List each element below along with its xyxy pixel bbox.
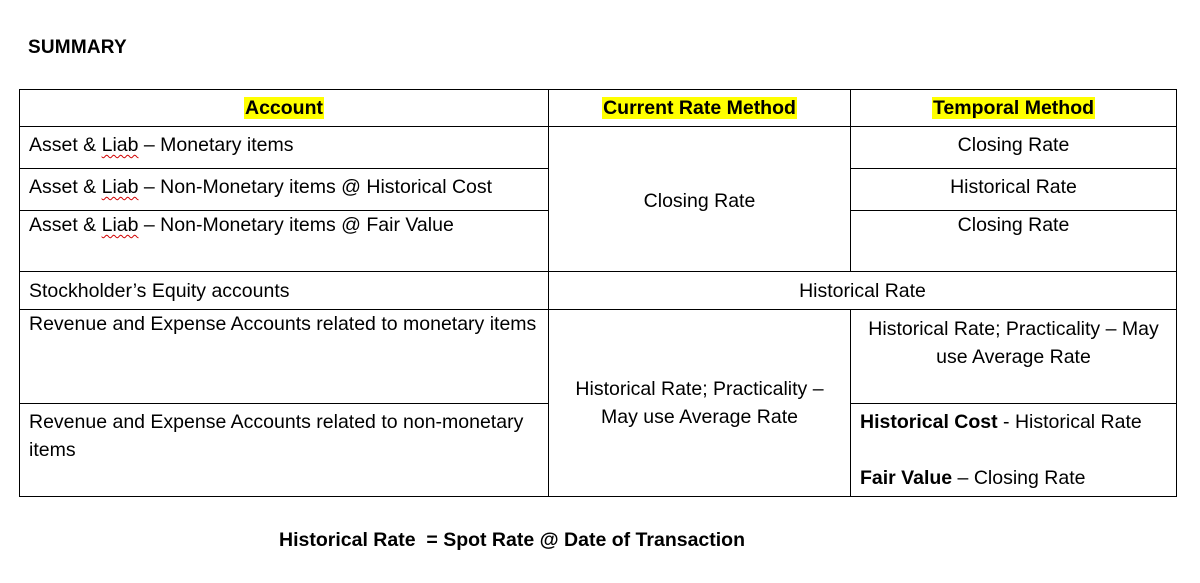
account-text: Asset &: [29, 176, 102, 198]
spellcheck-word: Liab: [101, 176, 139, 198]
account-cell-nonmonetary-fair: [20, 211, 549, 272]
temporal-cell-nonmonetary-fair: Closing Rate: [851, 211, 1177, 272]
header-account: [20, 90, 549, 127]
header-temporal-label: Temporal Method: [932, 97, 1095, 119]
equity-rate-cell: Historical Rate: [549, 272, 1177, 310]
account-cell-monetary: [20, 127, 549, 169]
current-rate-rev-exp-cell: Historical Rate; Practicality – May use Average Rate: [549, 310, 851, 497]
historical-cost-line: [860, 408, 1167, 436]
historical-cost-label: Historical Cost: [860, 411, 998, 433]
account-cell-rev-exp-nonmonetary: Revenue and Expense Accounts related to non-monetary items: [20, 404, 549, 497]
temporal-cell-monetary: Closing Rate: [851, 127, 1177, 169]
spellcheck-word: Liab: [101, 214, 139, 236]
account-cell-equity: Stockholder’s Equity accounts: [20, 272, 549, 310]
table-header-row: [20, 90, 1177, 127]
account-text: – Monetary items: [138, 134, 294, 156]
account-text: – Non-Monetary items @ Historical Cost: [138, 176, 493, 198]
header-current-rate-method: [549, 90, 851, 127]
header-account-label: Account: [245, 97, 323, 119]
summary-table: [19, 89, 1177, 497]
historical-cost-value: - Historical Rate: [997, 411, 1142, 433]
table-row: [20, 272, 1177, 310]
page-title: SUMMARY: [28, 37, 127, 58]
account-cell-nonmonetary-hist: [20, 169, 549, 211]
account-cell-rev-exp-monetary: Revenue and Expense Accounts related to monetary items: [20, 310, 549, 404]
fair-value-line: [860, 464, 1167, 492]
current-rate-assets-cell: Closing Rate: [549, 127, 851, 272]
table-row: [20, 310, 1177, 404]
temporal-cell-rev-exp-monetary: Historical Rate; Practicality – May use Average Rate: [851, 310, 1177, 404]
fair-value-value: – Closing Rate: [952, 467, 1086, 489]
header-temporal-method: [851, 90, 1177, 127]
temporal-cell-nonmonetary-hist: Historical Rate: [851, 169, 1177, 211]
spellcheck-word: Liab: [101, 134, 139, 156]
temporal-cell-rev-exp-nonmonetary: [851, 404, 1177, 497]
fair-value-label: Fair Value: [860, 467, 953, 489]
account-text: Asset &: [29, 134, 102, 156]
table-row: [20, 127, 1177, 169]
account-text: – Non-Monetary items @ Fair Value: [138, 214, 454, 236]
account-text: Asset &: [29, 214, 102, 236]
footnote: Historical Rate = Spot Rate @ Date of Transaction: [279, 529, 746, 551]
header-current-rate-label: Current Rate Method: [603, 97, 796, 119]
